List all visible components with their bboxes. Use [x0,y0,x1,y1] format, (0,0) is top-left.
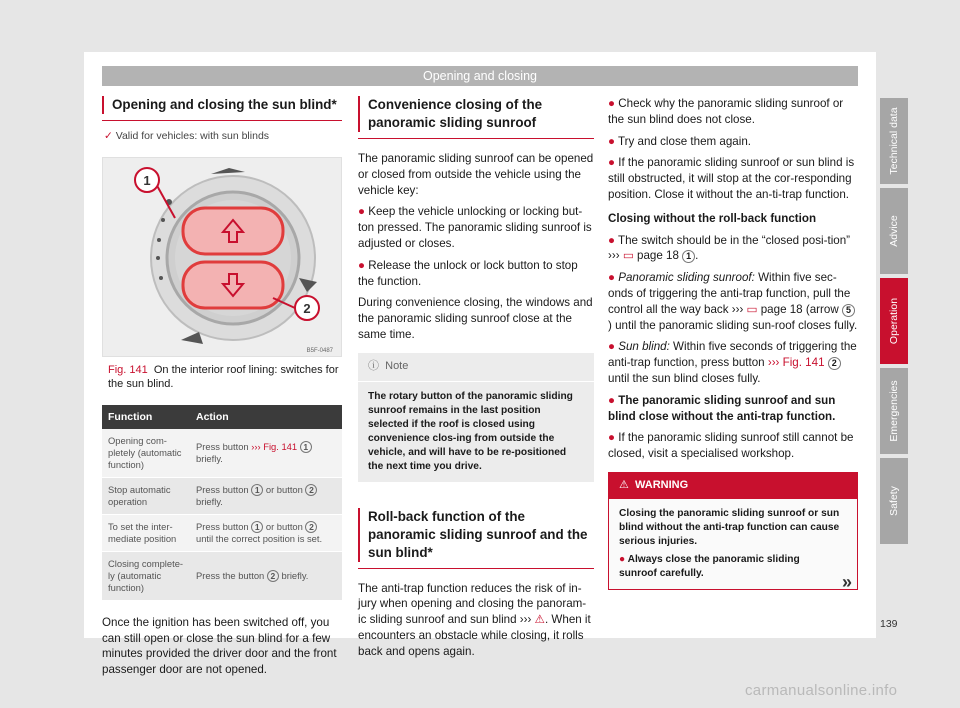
table-header-action: Action [190,405,342,429]
column-middle [358,96,594,666]
heading-roll-back: Roll-back function of the panoramic sliding sunroof and the sun blind* [358,508,594,562]
heading-convenience-closing: Convenience closing of the panoramic sliding sunroof [358,96,594,132]
table-row: To set the inter-mediate position Press button 1 or button 2 until the correct position is set. [102,514,342,551]
page-number: 139 [880,618,898,630]
warning-triangle-icon: ⚠ [534,613,545,627]
side-tabs [880,98,908,548]
section-header: Opening and closing [102,66,858,86]
column-left [102,96,342,684]
figure-sun-blind-switch [102,157,342,357]
column-right [608,96,858,590]
warning-bullet: ● Always close the panoramic sliding sunroof carefully. [619,553,800,579]
tab-operation[interactable]: Operation [880,278,908,364]
callout-1: 1 [143,172,151,188]
figure-code: B5F-0487 [306,347,333,354]
table-row: Closing complete-ly (automatic function) Press the button 2 briefly. [102,551,342,600]
list-item: ● Release the unlock or lock button to stop the function. [358,258,578,288]
list-item: ● The switch should be in the “closed posi-tion” ››› ▭ page 18 1 . [608,233,851,263]
heading-sun-blind: Opening and closing the sun blind* [102,96,342,114]
note-box: ⓘ Note The rotary button of the panoramic sliding sunroof remains in the last position selected if the roof is closed using convenience clos-ing from outside the vehicle, and will have to be re-positioned the next time you drive. [358,353,594,482]
function-table [102,405,342,601]
tab-safety[interactable]: Safety [880,458,908,544]
note-text: The rotary button of the panoramic sliding sunroof remains in the last position selected if the roof is closed using convenience clos-ing from outside the vehicle, and will have to be re-positioned the next time you drive. [368,390,573,472]
anti-trap-para: The anti-trap function reduces the risk of in-jury when opening and closing the panoram-ic sliding sunroof and sun blind ››› ⚠. When it encounters an obstacle while closing, it rolls back and opens again. [358,581,591,658]
list-item: ● Check why the panoramic sliding sunroof or the sun blind does not close. [608,97,844,126]
callout-2: 2 [303,300,311,316]
info-icon: ⓘ [368,359,379,372]
list-item: ● If the panoramic sliding sunroof or sun blind is still obstructed, it will stop at the cor-responding position. Close it without the an-ti-trap function. [608,156,855,201]
convenience-intro: The panoramic sliding sunroof can be opened or closed from outside the vehicle using the vehicle key: [358,152,594,197]
continue-arrow-icon: » [842,572,853,592]
list-item: ● Keep the vehicle unlocking or locking but-ton pressed. The panoramic sliding sunroof is adjusted or closes. [358,205,592,250]
watermark: carmanualsonline.info [745,682,898,699]
validity-line: ✓ Valid for vehicles: with sun blinds [104,130,270,142]
table-row: Stop automatic operation Press button 1 or button 2 briefly. [102,477,342,514]
list-item: ● Sun blind: Within five seconds of triggering the anti-trap function, press button ››› Fig. 141 2 until the sun blind closes fully. [608,340,857,385]
table-header-function: Function [102,405,190,429]
warning-icon: ⚠ [619,478,629,491]
book-icon: ▭ [746,302,758,316]
figure-caption: Fig. 141 On the interior roof lining: switches for the sun blind. [108,363,339,390]
check-icon: ✓ [104,130,113,142]
tab-technical-data[interactable]: Technical data [880,98,908,184]
warning-text: Closing the panoramic sliding sunroof or sun blind without the anti-trap function can cause serious injuries. [619,507,840,547]
table-row: Opening com-pletely (automatic function) Press button ››› Fig. 141 1 briefly. [102,429,342,478]
switch-illustration [103,158,341,356]
convenience-para: During convenience closing, the windows and the panoramic sliding sunroof close at the same time. [358,296,593,341]
tab-advice[interactable]: Advice [880,188,908,274]
warning-box: ⚠ WARNING Closing the panoramic sliding sunroof or sun blind without the anti-trap function can cause serious injuries. ● Always close the panoramic sliding sunroof carefully. [608,472,858,590]
list-item: ● Panoramic sliding sunroof: Within five sec-onds of triggering the anti-trap function, pull the control all the way back ››› ▭ page 18 (arrow 5) until the panoramic sliding sun-roof closes fully. [608,271,858,332]
ignition-paragraph: Once the ignition has been switched off, you can still open or close the sun blind for a few minutes provided the driver door and the front passenger door are not opened. [102,615,337,677]
subheading-no-rollback: Closing without the roll-back function [608,211,817,225]
list-item: ● If the panoramic sliding sunroof still cannot be closed, visit a specialised workshop. [608,431,854,461]
list-item: ● The panoramic sliding sunroof and sun blind close without the anti-trap function. [608,393,836,423]
tab-emergencies[interactable]: Emergencies [880,368,908,454]
manual-page [84,52,876,677]
list-item: ● Try and close them again. [608,134,751,148]
book-icon: ▭ [622,249,634,263]
